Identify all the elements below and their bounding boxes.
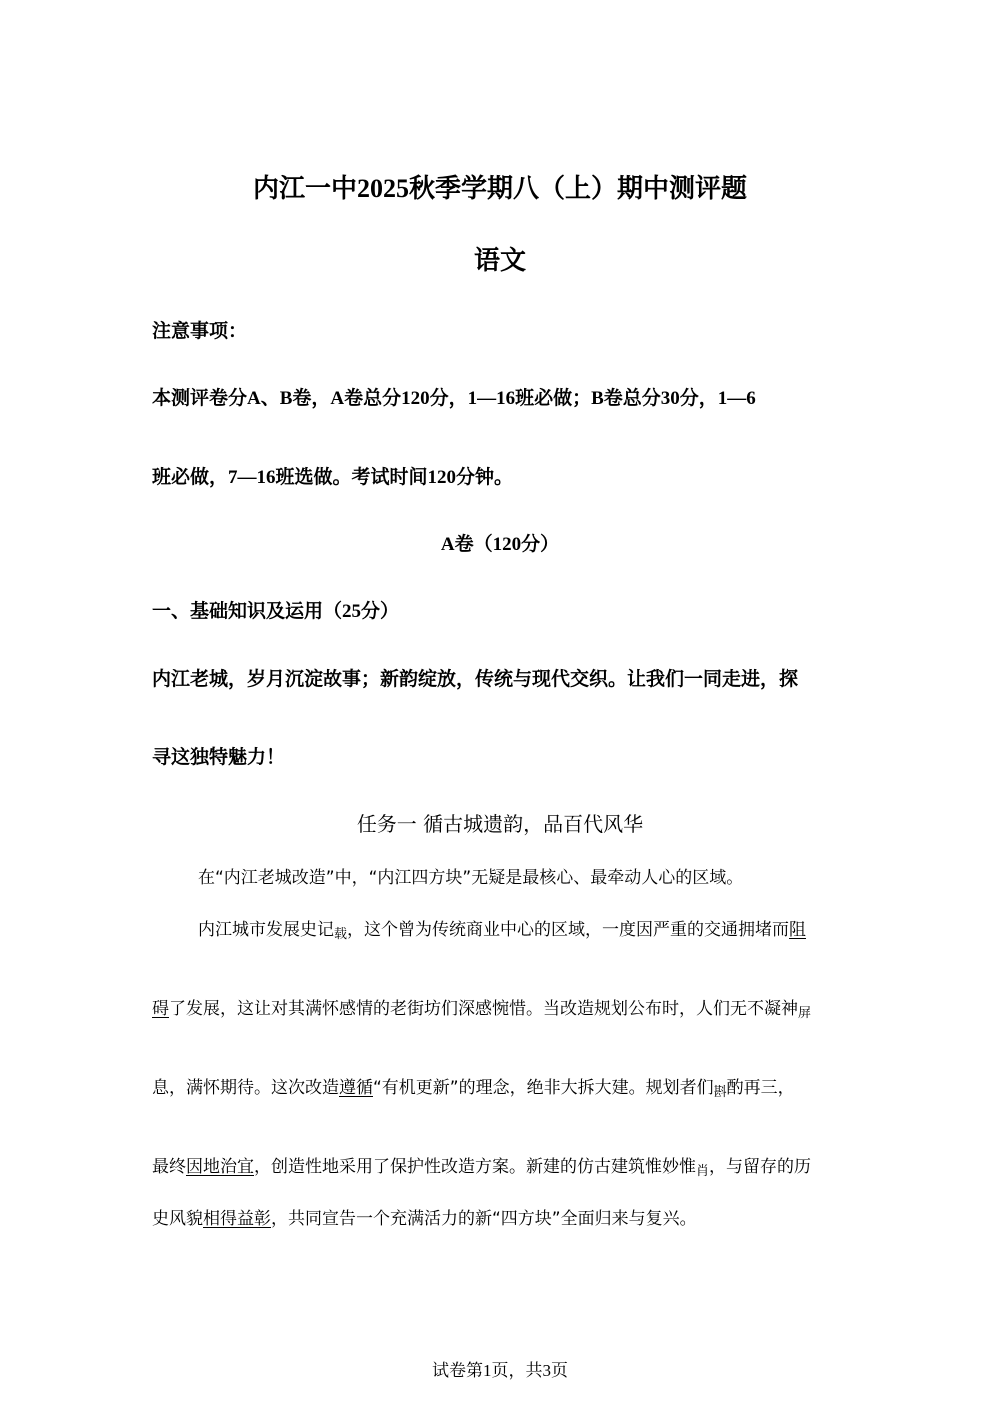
notice-line-2: 班必做，7—16班选做。考试时间120分钟。 xyxy=(152,467,514,488)
section-a-heading: A卷（120分） xyxy=(440,534,560,555)
page-footer: 试卷第1页，共3页 xyxy=(432,1361,568,1380)
text-run: ，这个曾为传统商业中心的区域，一度因严重的交通拥堵而 xyxy=(347,920,790,940)
task1-paragraph-1: 在“内江老城改造”中，“内江四方块”无疑是最核心、最牵动人心的区域。 xyxy=(198,868,744,888)
text-run: ，与留存的历 xyxy=(709,1157,812,1177)
small-char: 斟 xyxy=(713,1085,727,1100)
part1-intro-line-2: 寻这独特魅力！ xyxy=(152,747,286,768)
text-run: 最终 xyxy=(152,1157,186,1177)
task1-paragraph-2-line-5 xyxy=(152,1204,697,1229)
exam-title: 内江一中2025秋季学期八（上）期中测评题 xyxy=(252,174,747,203)
text-run: 酌再三， xyxy=(726,1078,795,1098)
text-run: ，共同宣告一个充满活力的新“四方块”全面归来与复兴。 xyxy=(271,1209,697,1229)
notice-line-1: 本测评卷分A、B卷，A卷总分120分，1—16班必做；B卷总分30分，1—6 xyxy=(152,388,756,409)
part1-intro-line-1: 内江老城，岁月沉淀故事；新韵绽放，传统与现代交织。让我们一同走进，探 xyxy=(152,669,799,690)
text-run: 史风貌 xyxy=(152,1209,203,1229)
small-char: 屏 xyxy=(798,1006,812,1021)
underlined-word: 碍 xyxy=(152,999,169,1019)
notice-heading: 注意事项： xyxy=(152,321,248,342)
exam-subject: 语文 xyxy=(473,246,526,275)
underlined-word: 遵循 xyxy=(339,1078,373,1098)
text-run: 内江城市发展史记 xyxy=(198,920,334,940)
text-run: 了发展，这让对其满怀感情的老街坊们深感惋惜。当改造规划公布时，人们无不凝神 xyxy=(169,999,798,1019)
underlined-word: 相得益彰 xyxy=(203,1209,271,1229)
text-run: “有机更新”的理念，绝非大拆大建。规划者们 xyxy=(373,1078,714,1098)
small-char: 载 xyxy=(334,927,348,942)
small-char: 肖 xyxy=(696,1164,710,1179)
task1-paragraph-2-line-1 xyxy=(198,915,806,942)
task1-paragraph-2-line-4 xyxy=(152,1152,811,1179)
underlined-word: 阻 xyxy=(789,920,807,940)
text-run: 息，满怀期待。这次改造 xyxy=(152,1078,339,1098)
text-run: ，创造性地采用了保护性改造方案。新建的仿古建筑惟妙惟 xyxy=(254,1157,696,1177)
task1-paragraph-2-line-3 xyxy=(152,1073,795,1100)
underlined-word: 因地治宜 xyxy=(186,1157,254,1177)
task1-title: 任务一 循古城遗韵，品百代风华 xyxy=(356,812,644,836)
task1-paragraph-2-line-2 xyxy=(152,994,811,1021)
part1-heading: 一、基础知识及运用（25分） xyxy=(152,601,400,622)
